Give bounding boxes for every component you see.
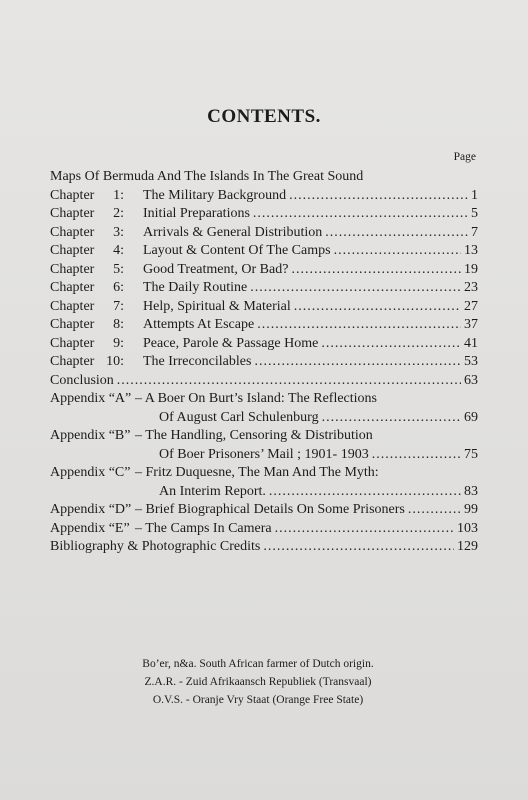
chapter-number: 6: bbox=[113, 280, 124, 295]
page-number: 75 bbox=[464, 446, 478, 462]
leader-dots bbox=[250, 279, 461, 297]
toc-row bbox=[50, 279, 478, 297]
maps-line-text: Maps Of Bermuda And The Islands In The Great Sound bbox=[50, 169, 364, 184]
chapter-title: Arrivals & General Distribution bbox=[143, 224, 323, 240]
chapter-number: 5: bbox=[113, 261, 124, 277]
toc-row bbox=[50, 205, 478, 223]
leader-dots bbox=[275, 520, 454, 538]
leader-dots bbox=[408, 501, 461, 519]
appendix-label: Appendix “E” bbox=[50, 520, 130, 536]
leader-dots bbox=[291, 261, 461, 279]
page-number: 23 bbox=[464, 280, 478, 295]
appendix-title: – Fritz Duquesne, The Man And The Myth: bbox=[135, 465, 379, 480]
appendix-label: Appendix “C” bbox=[50, 465, 131, 480]
page-number: 83 bbox=[464, 483, 478, 499]
toc-row-appendix bbox=[50, 464, 478, 482]
toc-row-appendix-cont bbox=[50, 483, 478, 501]
leader-dots bbox=[263, 538, 454, 556]
leader-dots bbox=[322, 409, 461, 427]
appendix-title: – The Camps In Camera bbox=[135, 520, 272, 536]
toc-row-appendix bbox=[50, 520, 478, 538]
maps-line bbox=[50, 168, 478, 186]
appendix-label: Appendix “A” bbox=[50, 391, 132, 406]
leader-dots bbox=[269, 483, 461, 501]
appendix-title-cont: Of August Carl Schulenburg bbox=[159, 409, 319, 425]
toc-row-appendix bbox=[50, 390, 478, 408]
toc-row bbox=[50, 261, 478, 279]
toc-row bbox=[50, 298, 478, 316]
page-number: 53 bbox=[464, 354, 478, 369]
chapter-title: Attempts At Escape bbox=[143, 317, 255, 332]
page-number: 103 bbox=[457, 520, 478, 536]
leader-dots bbox=[253, 205, 468, 223]
leader-dots bbox=[117, 372, 461, 390]
chapter-title: Layout & Content Of The Camps bbox=[143, 243, 331, 258]
bibliography-title: Bibliography & Photographic Credits bbox=[50, 539, 261, 554]
page-number: 99 bbox=[464, 502, 478, 517]
toc-row bbox=[50, 353, 478, 371]
toc-row-appendix bbox=[50, 501, 478, 519]
chapter-number: 8: bbox=[113, 317, 124, 332]
chapter-word: Chapter bbox=[50, 298, 95, 314]
appendix-label: Appendix “D” bbox=[50, 502, 132, 517]
chapter-number: 10: bbox=[106, 354, 124, 369]
page-number: 41 bbox=[464, 335, 478, 351]
leader-dots bbox=[334, 242, 461, 260]
page-number: 63 bbox=[464, 372, 478, 388]
chapter-word: Chapter bbox=[50, 243, 95, 258]
page-number: 13 bbox=[464, 243, 478, 258]
chapter-number: 1: bbox=[113, 187, 124, 203]
appendix-title-cont: Of Boer Prisoners’ Mail ; 1901- 1903 bbox=[159, 446, 369, 462]
definitions-block bbox=[0, 655, 528, 709]
chapter-title: Good Treatment, Or Bad? bbox=[143, 261, 289, 277]
chapter-word: Chapter bbox=[50, 261, 95, 277]
page-number: 7 bbox=[471, 224, 478, 240]
leader-dots bbox=[321, 335, 461, 353]
leader-dots bbox=[294, 298, 461, 316]
page-number: 129 bbox=[457, 539, 478, 554]
chapter-number: 3: bbox=[113, 224, 124, 240]
leader-dots bbox=[257, 316, 461, 334]
chapter-word: Chapter bbox=[50, 206, 95, 221]
chapter-word: Chapter bbox=[50, 317, 95, 332]
page-column-label: Page bbox=[453, 151, 476, 163]
appendix-label: Appendix “B” bbox=[50, 428, 131, 443]
page-title: CONTENTS. bbox=[207, 106, 321, 127]
chapter-word: Chapter bbox=[50, 280, 95, 295]
leader-dots bbox=[289, 187, 468, 205]
toc-row bbox=[50, 224, 478, 242]
toc-row bbox=[50, 316, 478, 334]
chapter-title: Peace, Parole & Passage Home bbox=[143, 335, 319, 351]
leader-dots bbox=[325, 224, 468, 242]
toc-row bbox=[50, 335, 478, 353]
leader-dots bbox=[372, 446, 461, 464]
appendix-title: – Brief Biographical Details On Some Prisoners bbox=[135, 502, 405, 517]
toc-row-appendix-cont bbox=[50, 446, 478, 464]
chapter-title: Help, Spiritual & Material bbox=[143, 298, 291, 314]
definition-line: Z.A.R. - Zuid Afrikaansch Republiek (Transvaal) bbox=[144, 676, 372, 688]
conclusion-title: Conclusion bbox=[50, 372, 114, 388]
chapter-number: 2: bbox=[113, 206, 124, 221]
chapter-number: 7: bbox=[113, 298, 124, 314]
toc-row-conclusion bbox=[50, 372, 478, 390]
appendix-title-cont: An Interim Report. bbox=[159, 483, 266, 499]
chapter-number: 9: bbox=[113, 335, 124, 351]
definition-line: Bo’er, n&a. South African farmer of Dutch origin. bbox=[142, 658, 374, 670]
leader-dots bbox=[254, 353, 461, 371]
chapter-number: 4: bbox=[113, 243, 124, 258]
page-number: 5 bbox=[471, 206, 478, 221]
toc-row-bibliography bbox=[50, 538, 478, 556]
page-number: 69 bbox=[464, 409, 478, 425]
toc-row bbox=[50, 187, 478, 205]
chapter-word: Chapter bbox=[50, 354, 95, 369]
chapter-title: The Military Background bbox=[143, 187, 287, 203]
appendix-title: – The Handling, Censoring & Distribution bbox=[135, 428, 373, 443]
toc-row-appendix bbox=[50, 427, 478, 445]
toc-row-appendix-cont bbox=[50, 409, 478, 427]
page-number: 37 bbox=[464, 317, 478, 332]
page-number: 27 bbox=[464, 298, 478, 314]
chapter-word: Chapter bbox=[50, 335, 95, 351]
toc-row bbox=[50, 242, 478, 260]
page-number: 19 bbox=[464, 261, 478, 277]
chapter-title: The Daily Routine bbox=[143, 280, 248, 295]
appendix-title: – A Boer On Burt’s Island: The Reflections bbox=[135, 391, 377, 406]
definition-line: O.V.S. - Oranje Vry Staat (Orange Free State) bbox=[152, 694, 364, 706]
chapter-title: The Irreconcilables bbox=[143, 354, 252, 369]
chapter-word: Chapter bbox=[50, 224, 95, 240]
chapter-word: Chapter bbox=[50, 187, 95, 203]
page-number: 1 bbox=[471, 187, 478, 203]
chapter-title: Initial Preparations bbox=[143, 206, 250, 221]
